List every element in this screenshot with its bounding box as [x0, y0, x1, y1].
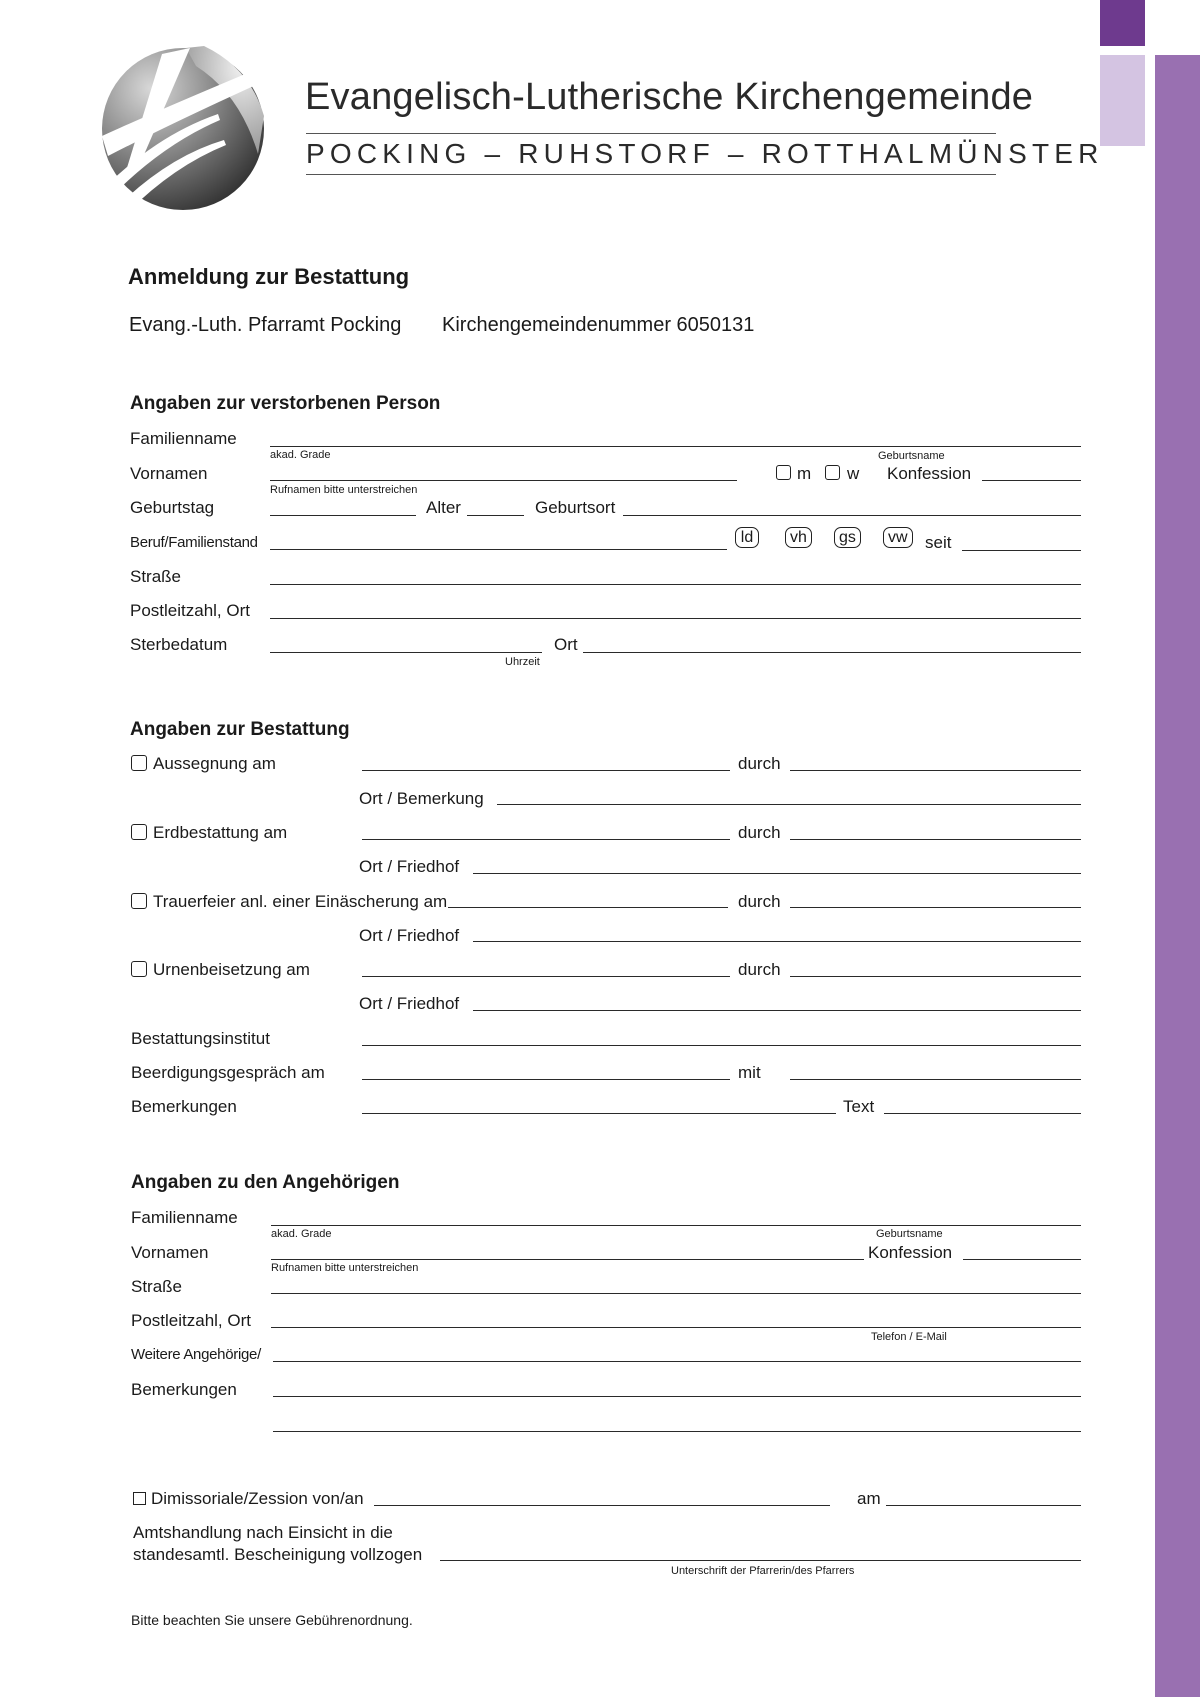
hint-rufnamen: Rufnamen bitte unterstreichen: [270, 484, 418, 496]
label-m: m: [797, 464, 812, 483]
field-rel-vornamen[interactable]: [271, 1259, 864, 1260]
accent-square-light: [1100, 55, 1145, 146]
field-bestattungsinstitut[interactable]: [362, 1045, 1081, 1046]
label-ort-friedhof-1: Ort / Friedhof: [359, 857, 460, 876]
label-am: am: [857, 1489, 881, 1508]
label-beruf: Beruf/Familienstand: [130, 534, 258, 551]
parish-number: Kirchengemeindenummer 6050131: [442, 314, 755, 336]
label-trauerfeier: Trauerfeier anl. einer Einäscherung am: [153, 892, 448, 911]
field-gespraech-mit[interactable]: [790, 1079, 1081, 1080]
section-heading-burial: Angaben zur Bestattung: [130, 719, 350, 740]
field-alter[interactable]: [467, 515, 524, 516]
hint-uhrzeit: Uhrzeit: [505, 656, 540, 668]
label-durch-4: durch: [738, 960, 781, 979]
field-ort-friedhof-2[interactable]: [473, 941, 1081, 942]
org-name: Evangelisch-Lutherische Kirchengemeinde: [305, 76, 1034, 118]
field-geburtstag[interactable]: [270, 515, 416, 516]
field-urnenbeisetzung-date[interactable]: [362, 976, 730, 977]
office-name: Evang.-Luth. Pfarramt Pocking: [129, 314, 402, 336]
label-alter: Alter: [426, 498, 461, 517]
accent-side-bar: [1155, 55, 1200, 1697]
label-ort: Ort: [554, 635, 578, 654]
label-geburtsort: Geburtsort: [535, 498, 616, 517]
label-mit: mit: [738, 1063, 761, 1082]
hint-rel-akad-grade: akad. Grade: [271, 1228, 332, 1240]
label-amtshandlung-1: Amtshandlung nach Einsicht in die: [133, 1523, 393, 1542]
label-plz-ort: Postleitzahl, Ort: [130, 601, 250, 620]
label-aussegnung: Aussegnung am: [153, 754, 276, 773]
field-rel-familienname[interactable]: [271, 1225, 1081, 1226]
section-heading-deceased: Angaben zur verstorbenen Person: [130, 393, 441, 414]
label-rel-vornamen: Vornamen: [131, 1243, 209, 1262]
field-ort-friedhof-3[interactable]: [473, 1010, 1081, 1011]
field-aussegnung-durch[interactable]: [790, 770, 1081, 771]
church-logo-icon: [100, 44, 270, 214]
label-strasse: Straße: [130, 567, 182, 586]
label-rel-bemerkungen: Bemerkungen: [131, 1380, 237, 1399]
label-durch-2: durch: [738, 823, 781, 842]
checkbox-erdbestattung[interactable]: [131, 824, 147, 840]
field-weitere[interactable]: [273, 1361, 1081, 1362]
checkbox-urnenbeisetzung[interactable]: [131, 961, 147, 977]
label-durch-1: durch: [738, 754, 781, 773]
fee-note: Bitte beachten Sie unsere Gebührenordnung.: [131, 1612, 413, 1628]
header-rule-top: [306, 133, 996, 134]
label-bestattungsinstitut: Bestattungsinstitut: [131, 1029, 270, 1048]
label-rel-strasse: Straße: [131, 1277, 183, 1296]
checkbox-aussegnung[interactable]: [131, 755, 147, 771]
label-ort-friedhof-2: Ort / Friedhof: [359, 926, 460, 945]
label-rel-konfession: Konfession: [868, 1243, 953, 1262]
field-beruf[interactable]: [270, 549, 727, 550]
label-w: w: [847, 464, 860, 483]
field-ort-friedhof-1[interactable]: [473, 873, 1081, 874]
header-rule-bottom: [306, 174, 996, 175]
section-heading-relatives: Angaben zu den Angehörigen: [131, 1172, 400, 1193]
field-text[interactable]: [884, 1113, 1081, 1114]
field-rel-bemerkungen-1[interactable]: [273, 1396, 1081, 1397]
hint-rel-rufnamen: Rufnamen bitte unterstreichen: [271, 1262, 419, 1274]
checkbox-male[interactable]: [776, 465, 791, 480]
field-gespraech-date[interactable]: [362, 1079, 730, 1080]
label-urnenbeisetzung: Urnenbeisetzung am: [153, 960, 310, 979]
accent-square-dark: [1100, 0, 1145, 46]
field-bemerkungen-burial[interactable]: [362, 1113, 836, 1114]
status-ld[interactable]: ld: [735, 527, 759, 548]
field-urnenbeisetzung-durch[interactable]: [790, 976, 1081, 977]
field-geburtsort[interactable]: [623, 515, 1081, 516]
field-rel-bemerkungen-2[interactable]: [273, 1431, 1081, 1432]
field-vornamen[interactable]: [270, 480, 737, 481]
hint-geburtsname: Geburtsname: [878, 450, 945, 462]
label-gespraech: Beerdigungsgespräch am: [131, 1063, 325, 1082]
checkbox-dimissoriale[interactable]: [133, 1492, 146, 1505]
field-erdbestattung-durch[interactable]: [790, 839, 1081, 840]
label-rel-plz-ort: Postleitzahl, Ort: [131, 1311, 251, 1330]
hint-unterschrift: Unterschrift der Pfarrerin/des Pfarrers: [671, 1565, 855, 1577]
field-sterbedatum[interactable]: [270, 652, 542, 653]
form-title: Anmeldung zur Bestattung: [128, 264, 410, 289]
label-text: Text: [843, 1097, 875, 1116]
status-vw[interactable]: vw: [883, 527, 913, 548]
label-geburtstag: Geburtstag: [130, 498, 215, 517]
checkbox-female[interactable]: [825, 465, 840, 480]
status-vh[interactable]: vh: [785, 527, 812, 548]
hint-rel-geburtsname: Geburtsname: [876, 1228, 943, 1240]
label-dimissoriale: Dimissoriale/Zession von/an: [151, 1489, 364, 1508]
field-konfession[interactable]: [982, 480, 1081, 481]
label-ort-friedhof-3: Ort / Friedhof: [359, 994, 460, 1013]
field-rel-konfession[interactable]: [963, 1259, 1081, 1260]
label-seit: seit: [925, 533, 952, 552]
field-rel-plz-ort[interactable]: [271, 1327, 1081, 1328]
field-erdbestattung-date[interactable]: [362, 839, 730, 840]
label-durch-3: durch: [738, 892, 781, 911]
label-rel-familienname: Familienname: [131, 1208, 238, 1227]
field-strasse[interactable]: [270, 584, 1081, 585]
field-unterschrift[interactable]: [440, 1560, 1081, 1561]
field-ort-bemerkung[interactable]: [497, 804, 1081, 805]
label-konfession: Konfession: [887, 464, 972, 483]
field-rel-strasse[interactable]: [271, 1293, 1081, 1294]
hint-akad-grade: akad. Grade: [270, 449, 331, 461]
org-locations: POCKING – RUHSTORF – ROTTHALMÜNSTER: [306, 138, 1104, 169]
label-ort-bemerkung: Ort / Bemerkung: [359, 789, 484, 808]
checkbox-trauerfeier[interactable]: [131, 893, 147, 909]
label-erdbestattung: Erdbestattung am: [153, 823, 288, 842]
hint-telefon: Telefon / E-Mail: [871, 1331, 947, 1343]
label-weitere: Weitere Angehörige/: [131, 1346, 261, 1363]
field-dimissoriale-am[interactable]: [886, 1505, 1081, 1506]
field-ort[interactable]: [583, 652, 1081, 653]
label-familienname: Familienname: [130, 429, 237, 448]
field-dimissoriale[interactable]: [374, 1505, 830, 1506]
field-trauerfeier-date[interactable]: [448, 907, 728, 908]
status-gs[interactable]: gs: [834, 527, 861, 548]
label-sterbedatum: Sterbedatum: [130, 635, 228, 654]
field-plz-ort[interactable]: [270, 618, 1081, 619]
label-bemerkungen-burial: Bemerkungen: [131, 1097, 237, 1116]
field-trauerfeier-durch[interactable]: [790, 907, 1081, 908]
label-amtshandlung-2: standesamtl. Bescheinigung vollzogen: [133, 1545, 423, 1564]
label-vornamen: Vornamen: [130, 464, 208, 483]
field-aussegnung-date[interactable]: [362, 770, 730, 771]
field-familienname[interactable]: [270, 446, 1081, 447]
field-seit[interactable]: [962, 550, 1081, 551]
